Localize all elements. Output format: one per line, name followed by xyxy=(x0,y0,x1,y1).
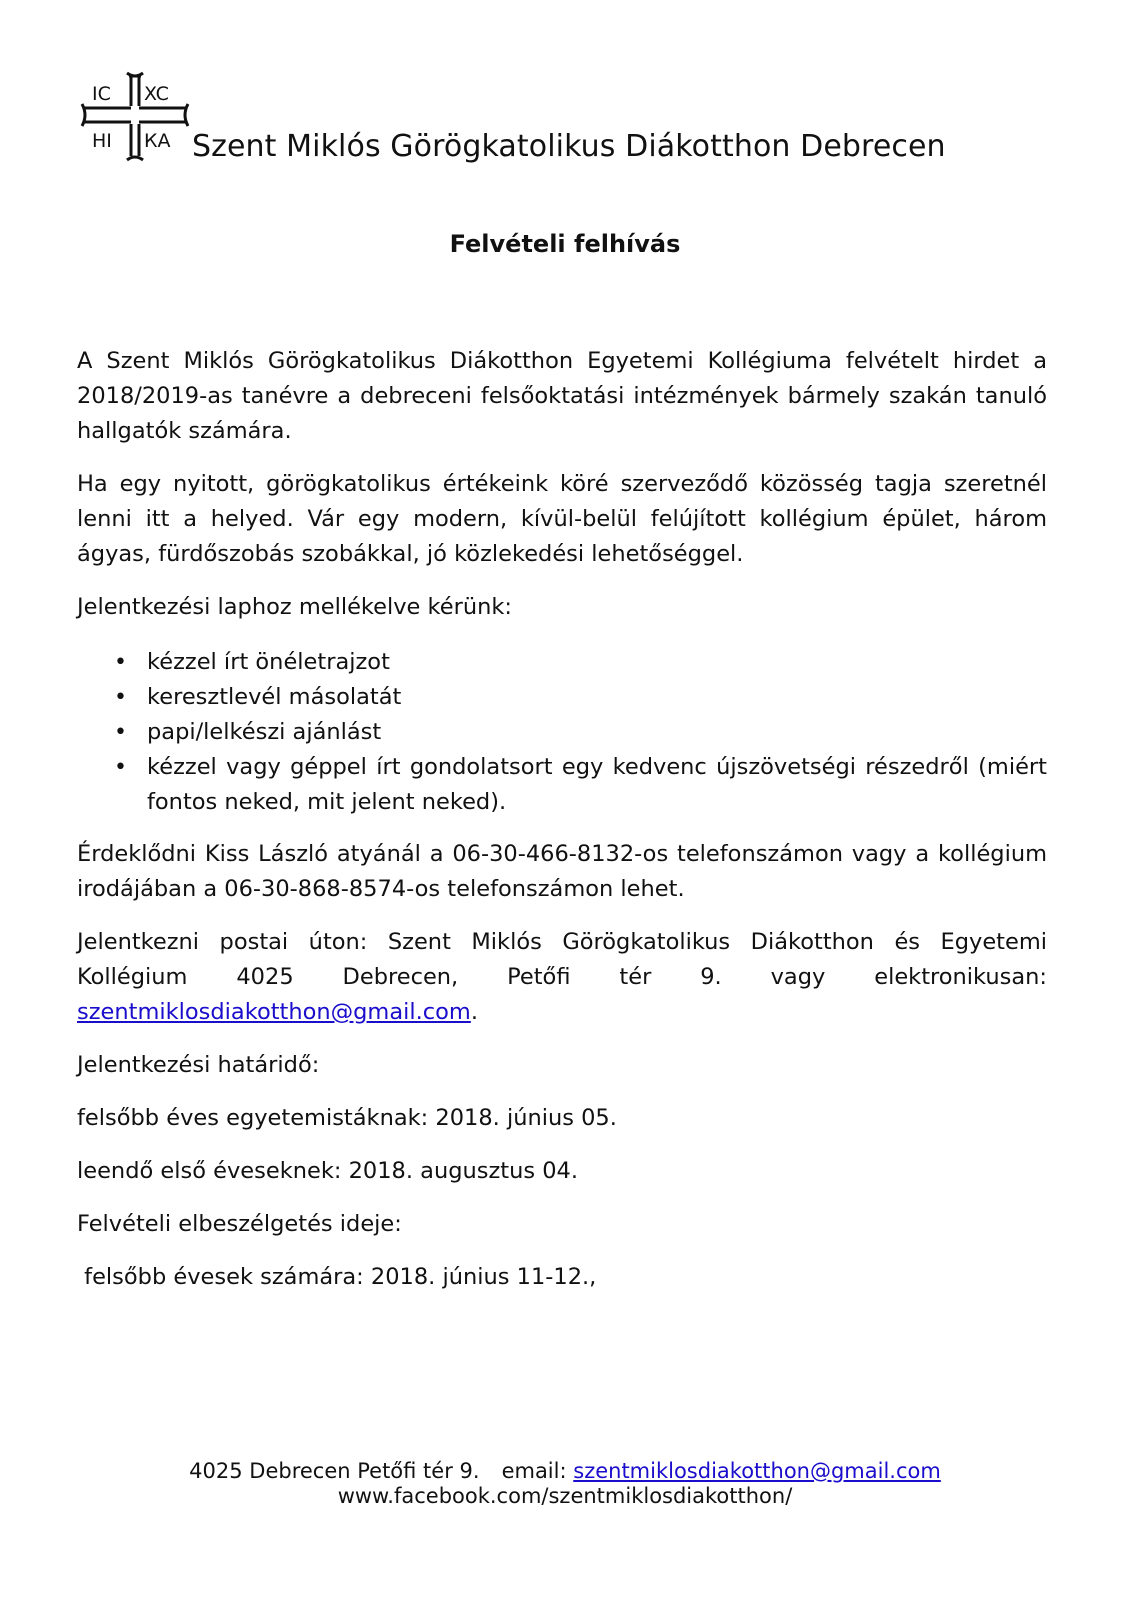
document-title: Felvételi felhívás xyxy=(449,230,681,258)
list-item-text: kézzel vagy géppel írt gondolatsort egy kedvenc újszövetségi részedről (miért fontos neked, mit jelent neked). xyxy=(147,754,1047,815)
bullet-icon: • xyxy=(114,650,127,675)
cross-logo-icon xyxy=(80,70,190,165)
logo-letters-ni: НІ xyxy=(92,130,112,152)
footer xyxy=(0,1459,1130,1509)
organization-name: Szent Miklós Görögkatolikus Diákotthon Debrecen xyxy=(192,129,946,164)
list-item xyxy=(114,645,1047,680)
footer-facebook[interactable]: www.facebook.com/szentmiklosdiakotthon/ xyxy=(337,1484,793,1508)
footer-email-label: email: xyxy=(501,1459,567,1483)
deadline-heading: Jelentkezési határidő: xyxy=(77,1052,320,1078)
list-item-text: papi/lelkészi ajánlást xyxy=(147,719,382,745)
bullet-icon: • xyxy=(114,720,127,745)
list-item xyxy=(114,715,1047,750)
inquiry-paragraph: Érdeklődni Kiss László atyánál a 06-30-466-8132-os telefonszámon vagy a kollégium irodájában a 06-30-868-8574-os telefonszámon lehet. xyxy=(77,841,1047,902)
footer-contact-line xyxy=(0,1459,1130,1484)
interview-heading: Felvételi elbeszélgetés ideje: xyxy=(77,1211,402,1237)
logo-letters-ic: IC xyxy=(92,83,111,105)
bullet-icon: • xyxy=(114,685,127,710)
community-paragraph: Ha egy nyitott, görögkatolikus értékeink köré szerveződő közösség tagja szeretnél lenni itt a helyed. Vár egy modern, kívül-belül felújított kollégium épület, három ágyas, fürdőszobás szobákkal, jó közlekedési lehetőséggel. xyxy=(77,471,1047,567)
logo-letters-ka: КА xyxy=(144,130,171,152)
application-paragraph xyxy=(77,925,1047,1030)
list-item-text: kézzel írt önéletrajzot xyxy=(147,649,390,675)
deadline-upper-years: felsőbb éves egyetemistáknak: 2018. június 05. xyxy=(77,1105,617,1131)
footer-address: 4025 Debrecen Petőfi tér 9. xyxy=(189,1459,480,1483)
application-suffix: . xyxy=(470,999,478,1025)
bullet-icon: • xyxy=(114,755,127,780)
application-text: Jelentkezni postai úton: Szent Miklós Görögkatolikus Diákotthon és Egyetemi Kollégium 4025 Debrecen, Petőfi tér 9. vagy elektronikusan: xyxy=(77,929,1047,990)
intro-paragraph: A Szent Miklós Görögkatolikus Diákotthon Egyetemi Kollégiuma felvételt hirdet a 2018/2019-as tanévre a debreceni felsőoktatási intézmények bármely szakán tanuló hallgatók számára. xyxy=(77,348,1047,444)
attachments-list xyxy=(77,645,1047,820)
list-item xyxy=(114,750,1047,820)
deadline-first-years: leendő első éveseknek: 2018. augusztus 04. xyxy=(77,1158,579,1184)
document-body xyxy=(77,344,1047,1313)
list-item xyxy=(114,680,1047,715)
list-item-text: keresztlevél másolatát xyxy=(147,684,402,710)
attachments-intro: Jelentkezési laphoz mellékelve kérünk: xyxy=(77,594,513,620)
logo-letters-xc: XC xyxy=(144,83,169,105)
interview-upper-years: felsőbb évesek számára: 2018. június 11-12., xyxy=(77,1264,597,1290)
footer-email-link[interactable]: szentmiklosdiakotthon@gmail.com xyxy=(573,1459,941,1483)
application-email-link[interactable]: szentmiklosdiakotthon@gmail.com xyxy=(77,999,471,1025)
